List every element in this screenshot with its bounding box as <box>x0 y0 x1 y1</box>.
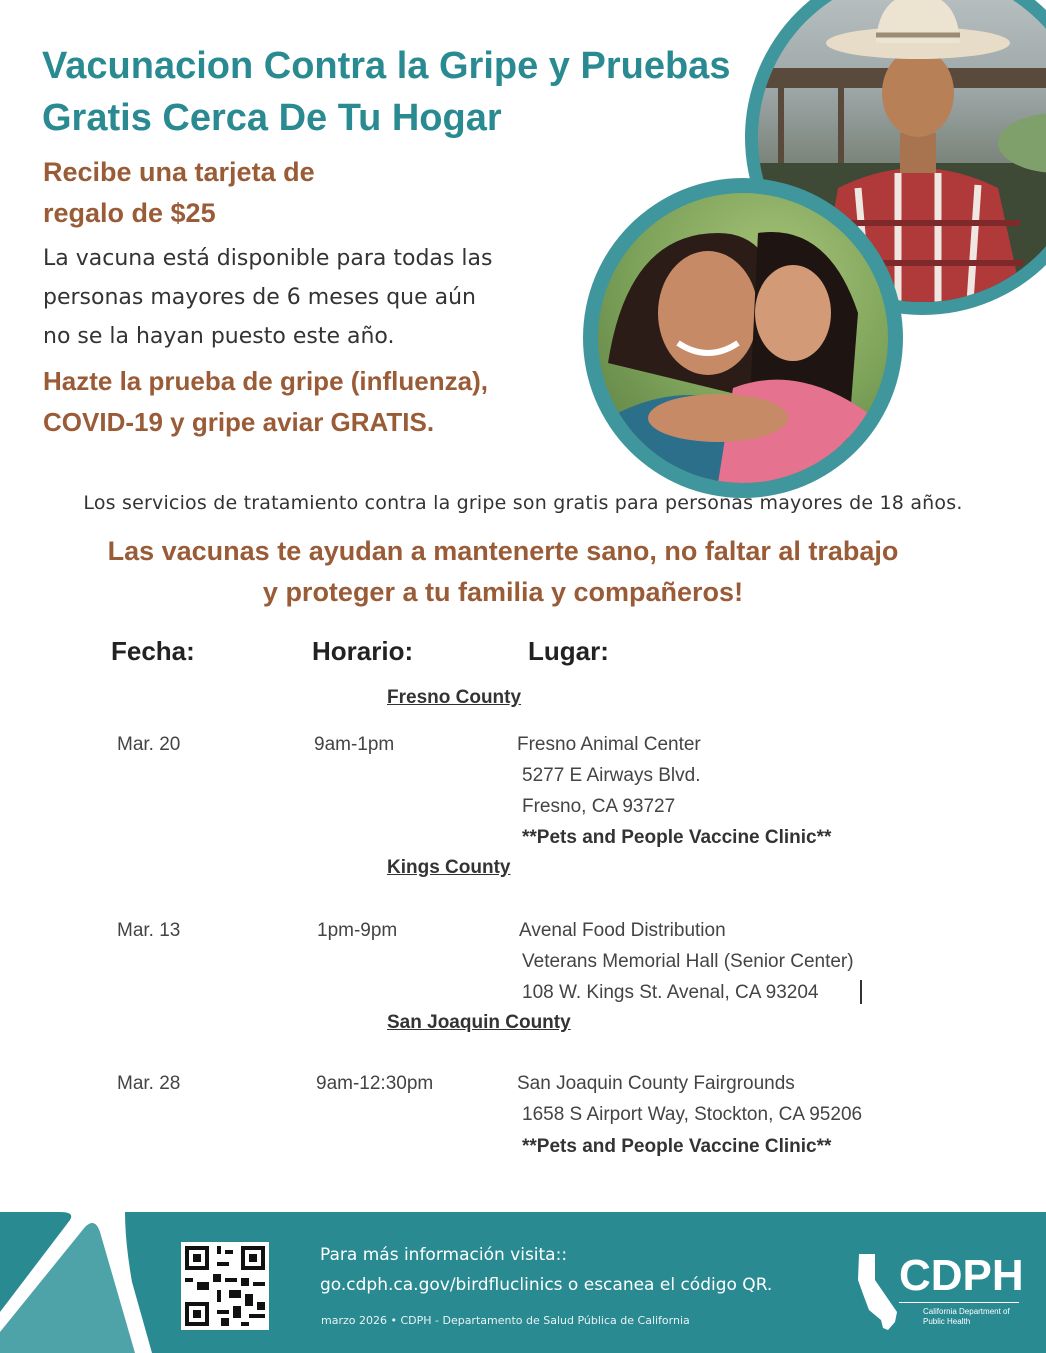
event-address: 108 W. Kings St. Avenal, CA 93204 <box>522 982 819 1003</box>
event-date: Mar. 13 <box>117 920 181 941</box>
event-note: **Pets and People Vaccine Clinic** <box>522 827 832 848</box>
event-time: 1pm-9pm <box>317 920 398 941</box>
logo-subtitle-line-2: Public Health <box>923 1317 971 1326</box>
gift-line-2: regalo de $25 <box>43 198 216 228</box>
event-place-name: Avenal Food Distribution <box>519 920 726 941</box>
family-illustration <box>598 193 888 483</box>
photo-family <box>598 193 888 483</box>
event-date: Mar. 28 <box>117 1073 181 1094</box>
qr-code-pattern <box>181 1242 269 1330</box>
gift-card-offer <box>43 152 403 234</box>
county-name: Kings County <box>387 857 511 878</box>
motto <box>0 531 1006 613</box>
availability-line-1: La vacuna está disponible para todas las <box>43 246 493 271</box>
footer-small-print: marzo 2026 • CDPH - Departamento de Salud Pública de California <box>321 1314 690 1327</box>
free-testing-text <box>43 361 583 443</box>
logo-subtitle-line-1: California Department of <box>923 1307 1010 1316</box>
event-city: Fresno, CA 93727 <box>522 796 676 817</box>
logo-divider <box>899 1302 1019 1303</box>
event-date: Mar. 20 <box>117 734 181 755</box>
event-place-name: Fresno Animal Center <box>517 734 701 755</box>
event-time: 9am-1pm <box>314 734 395 755</box>
qr-code-icon[interactable] <box>181 1242 269 1330</box>
treatment-note: Los servicios de tratamiento contra la gripe son gratis para personas mayores de 18 años. <box>83 492 963 514</box>
testing-line-1: Hazte la prueba de gripe (influenza), <box>43 366 488 396</box>
footer-info-link[interactable]: go.cdph.ca.gov/birdfluclinics o escanea el código QR. <box>320 1275 773 1295</box>
header-place: Lugar: <box>528 636 609 666</box>
testing-line-2: COVID-19 y gripe aviar GRATIS. <box>43 407 435 437</box>
county-name: Fresno County <box>387 687 522 708</box>
event-address: 1658 S Airport Way, Stockton, CA 95206 <box>522 1104 863 1125</box>
cdph-logo <box>855 1252 1035 1342</box>
event-note: **Pets and People Vaccine Clinic** <box>522 1136 832 1157</box>
text-cursor-mark <box>860 980 862 1004</box>
footer-info <box>320 1240 840 1300</box>
header-date: Fecha: <box>111 636 195 666</box>
gift-line-1: Recibe una tarjeta de <box>43 157 315 187</box>
event-venue: Veterans Memorial Hall (Senior Center) <box>522 951 854 972</box>
header-time: Horario: <box>312 636 414 666</box>
event-address: 5277 E Airways Blvd. <box>522 765 701 786</box>
motto-line-2: y proteger a tu familia y compañeros! <box>262 577 744 607</box>
page-title: Vacunacion Contra la Gripe y Pruebas Gratis Cerca De Tu Hogar <box>42 45 731 139</box>
cdph-logo-subtitle <box>923 1307 1010 1327</box>
availability-text <box>43 239 583 356</box>
availability-line-3: no se la hayan puesto este año. <box>43 324 395 349</box>
footer-info-line-1: Para más información visita:: <box>320 1245 568 1265</box>
event-place-name: San Joaquin County Fairgrounds <box>517 1073 795 1094</box>
cdph-logo-text: CDPH <box>899 1251 1024 1300</box>
county-name: San Joaquin County <box>387 1012 571 1033</box>
photo-family-ring <box>583 178 903 498</box>
availability-line-2: personas mayores de 6 meses que aún <box>43 285 476 310</box>
motto-line-1: Las vacunas te ayudan a mantenerte sano, no faltar al trabajo <box>107 536 899 566</box>
event-time: 9am-12:30pm <box>316 1073 434 1094</box>
california-map-icon <box>855 1252 900 1332</box>
